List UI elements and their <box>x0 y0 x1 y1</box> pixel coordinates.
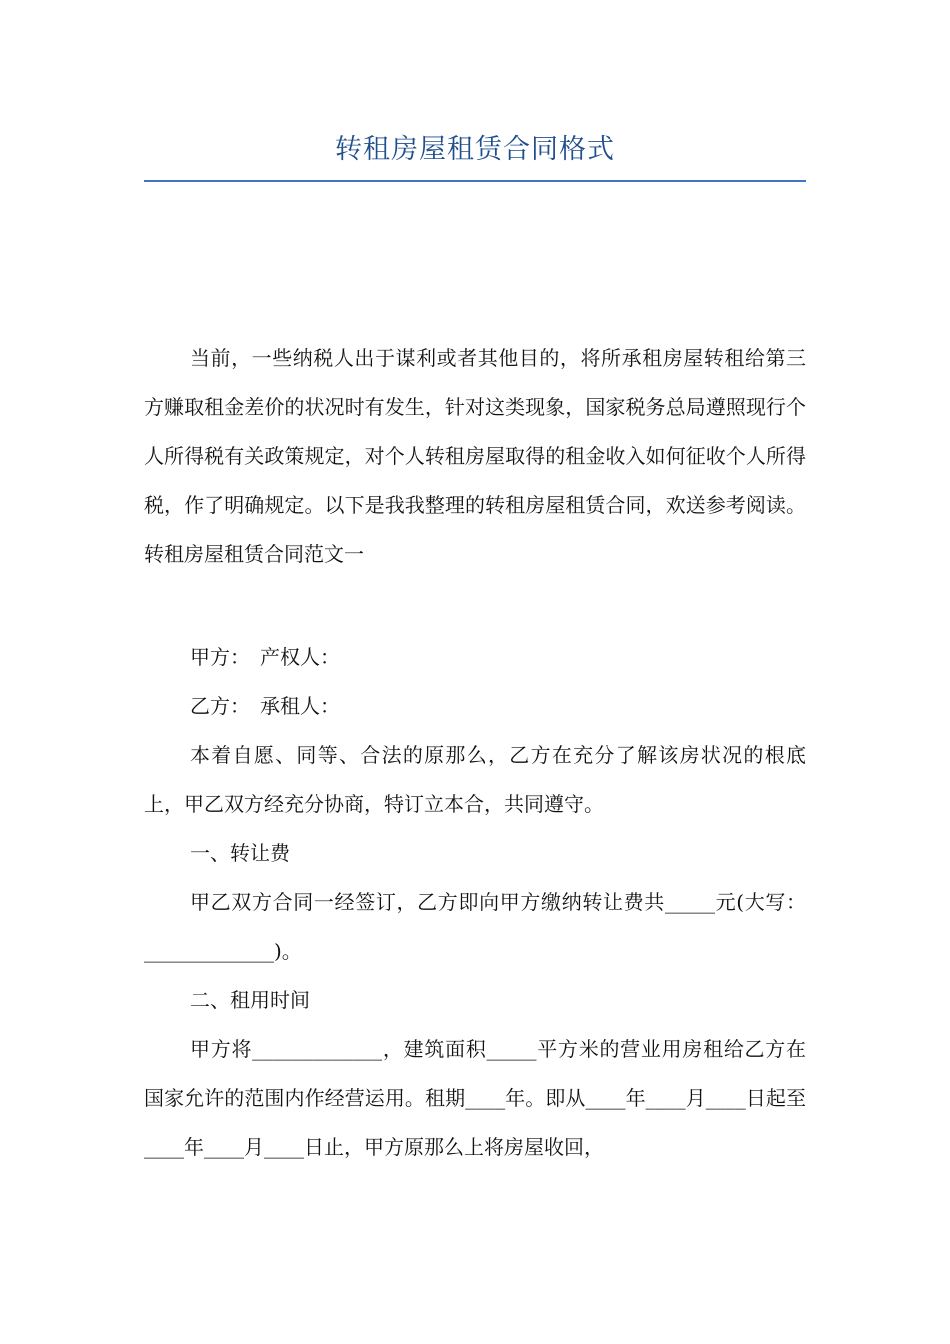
section-2-heading: 二、租用时间 <box>190 988 310 1012</box>
party-b-line: 乙方： 承租人： <box>190 694 340 718</box>
document-title: 转租房屋租赁合同格式 <box>335 134 615 165</box>
intro-block <box>144 334 806 579</box>
section-1-paragraph: 甲乙双方合同一经签订，乙方即向甲方缴纳转让费共_____元(大写：_____________)。 <box>144 890 806 963</box>
intro-paragraph: 当前，一些纳税人出于谋利或者其他目的，将所承租房屋转租给第三方赚取租金差价的状况时有发生，针对这类现象，国家税务总局遵照现行个人所得税有关政策规定，对个人转租房屋取得的租金收入如何征收个人所得税，作了明确规定。以下是我我整理的转租房屋租赁合同，欢送参考阅读。转租房屋租赁合同范文一 <box>144 346 806 566</box>
party-a-line: 甲方： 产权人： <box>190 645 340 669</box>
title-underline <box>144 180 806 182</box>
section-1-heading: 一、转让费 <box>190 841 290 865</box>
section-2-paragraph: 甲方将_____________，建筑面积_____平方米的营业用房租给乙方在国家允许的范围内作经营运用。租期____年。即从____年____月____日起至____年____月____日止，甲方原那么上将房屋收回， <box>144 1037 806 1159</box>
contract-body <box>144 633 806 1172</box>
preamble-paragraph: 本着自愿、同等、合法的原那么，乙方在充分了解该房状况的根底上，甲乙双方经充分协商，特订立本合，共同遵守。 <box>144 743 806 816</box>
